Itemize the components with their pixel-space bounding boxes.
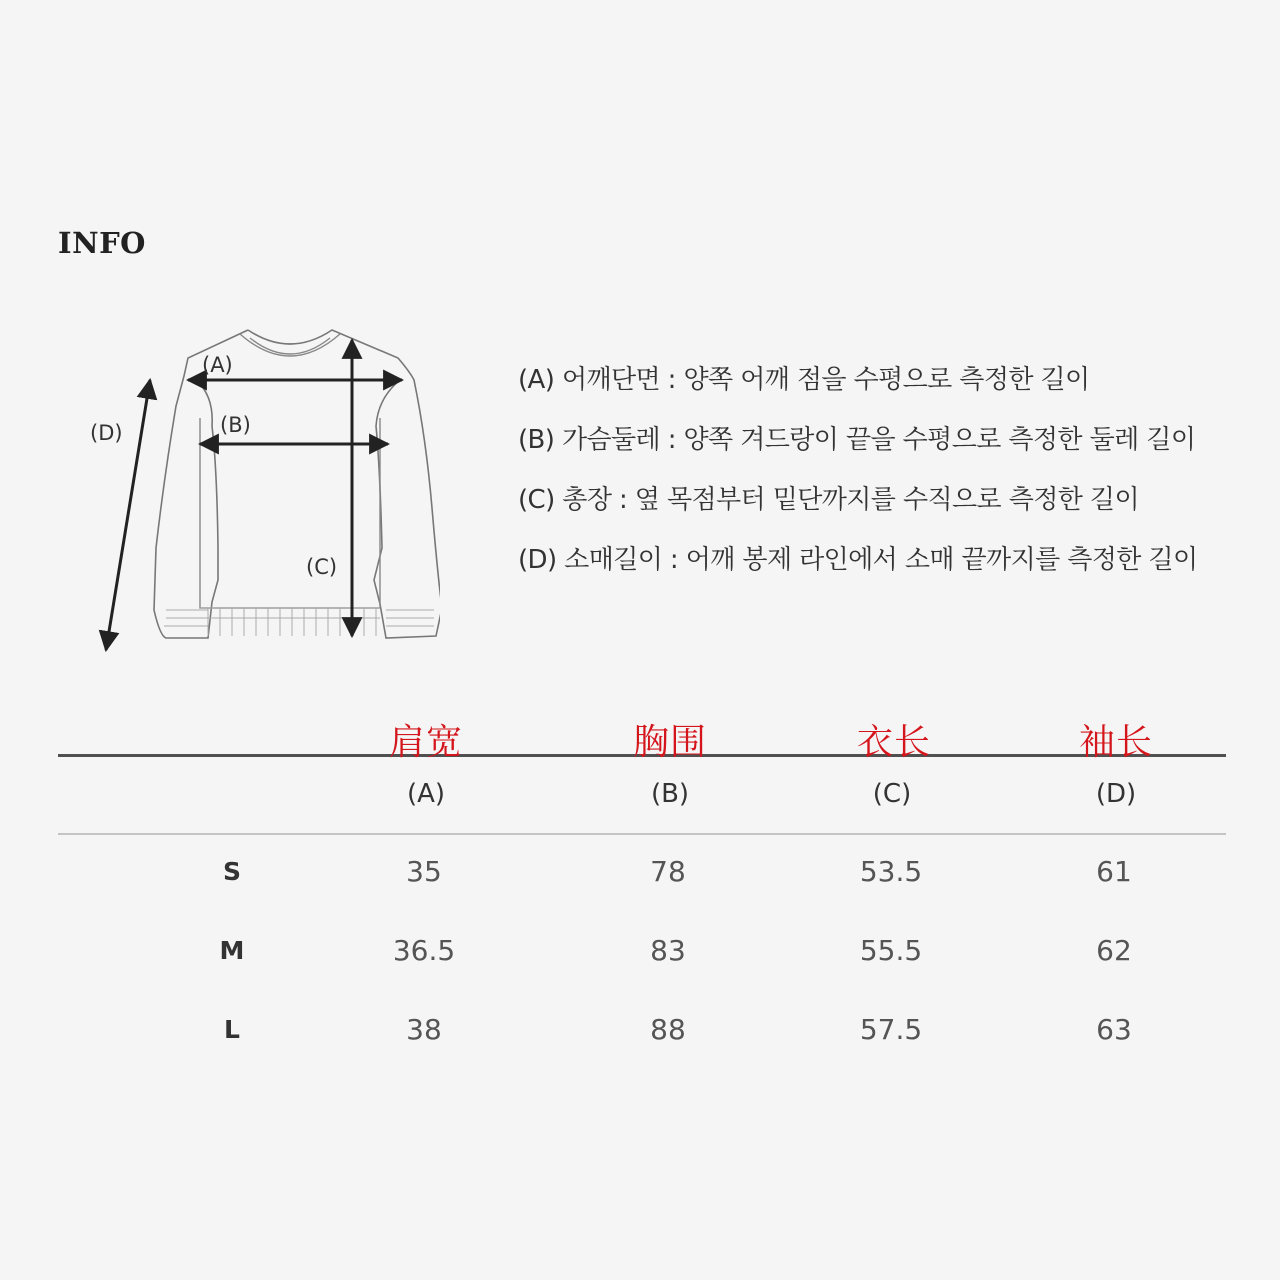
collar bbox=[240, 334, 340, 356]
code-c: (C) bbox=[872, 779, 912, 809]
size-table bbox=[58, 700, 1226, 1072]
size-label: S bbox=[222, 857, 242, 886]
header-shoulder: 肩宽 bbox=[388, 722, 464, 763]
code-d: (D) bbox=[1095, 779, 1137, 809]
cell-shoulder: 35 bbox=[406, 855, 442, 888]
table-row bbox=[58, 914, 1226, 993]
code-header-row bbox=[58, 757, 1226, 833]
header-chest: 胸围 bbox=[632, 722, 708, 763]
sweater-illustration bbox=[80, 318, 440, 663]
cell-length: 53.5 bbox=[859, 855, 923, 888]
size-label: M bbox=[219, 936, 245, 965]
chinese-header-row bbox=[58, 700, 1226, 763]
cell-length: 57.5 bbox=[859, 1013, 923, 1046]
label-a: (A) bbox=[202, 353, 233, 377]
sweater-measurement-diagram bbox=[80, 318, 440, 663]
cell-sleeve: 62 bbox=[1096, 934, 1132, 967]
header-sleeve: 袖长 bbox=[1078, 722, 1154, 763]
page-title: INFO bbox=[58, 226, 146, 260]
legend-item-a: (A) 어깨단면 : 양쪽 어깨 점을 수평으로 측정한 길이 bbox=[518, 365, 1090, 395]
cell-shoulder: 38 bbox=[406, 1013, 442, 1046]
code-a: (A) bbox=[406, 779, 446, 809]
label-d: (D) bbox=[90, 421, 123, 445]
table-row bbox=[58, 835, 1226, 914]
size-label: L bbox=[224, 1015, 240, 1044]
cell-length: 55.5 bbox=[859, 934, 923, 967]
code-b: (B) bbox=[650, 779, 690, 809]
table-row bbox=[58, 993, 1226, 1072]
cell-chest: 88 bbox=[650, 1013, 686, 1046]
cell-sleeve: 63 bbox=[1096, 1013, 1132, 1046]
header-length: 衣长 bbox=[856, 722, 932, 763]
legend-item-c: (C) 총장 : 옆 목점부터 밑단까지를 수직으로 측정한 길이 bbox=[518, 485, 1139, 515]
cell-chest: 83 bbox=[650, 934, 686, 967]
legend-item-d: (D) 소매길이 : 어깨 봉제 라인에서 소매 끝까지를 측정한 길이 bbox=[518, 545, 1198, 575]
sweater-outline bbox=[154, 330, 440, 638]
cell-sleeve: 61 bbox=[1096, 855, 1132, 888]
legend-item-b: (B) 가슴둘레 : 양쪽 겨드랑이 끝을 수평으로 측정한 둘레 길이 bbox=[518, 425, 1196, 455]
label-c: (C) bbox=[306, 555, 338, 579]
cell-chest: 78 bbox=[650, 855, 686, 888]
label-b: (B) bbox=[220, 413, 251, 437]
measurement-legend bbox=[518, 360, 1258, 600]
cell-shoulder: 36.5 bbox=[392, 934, 456, 967]
